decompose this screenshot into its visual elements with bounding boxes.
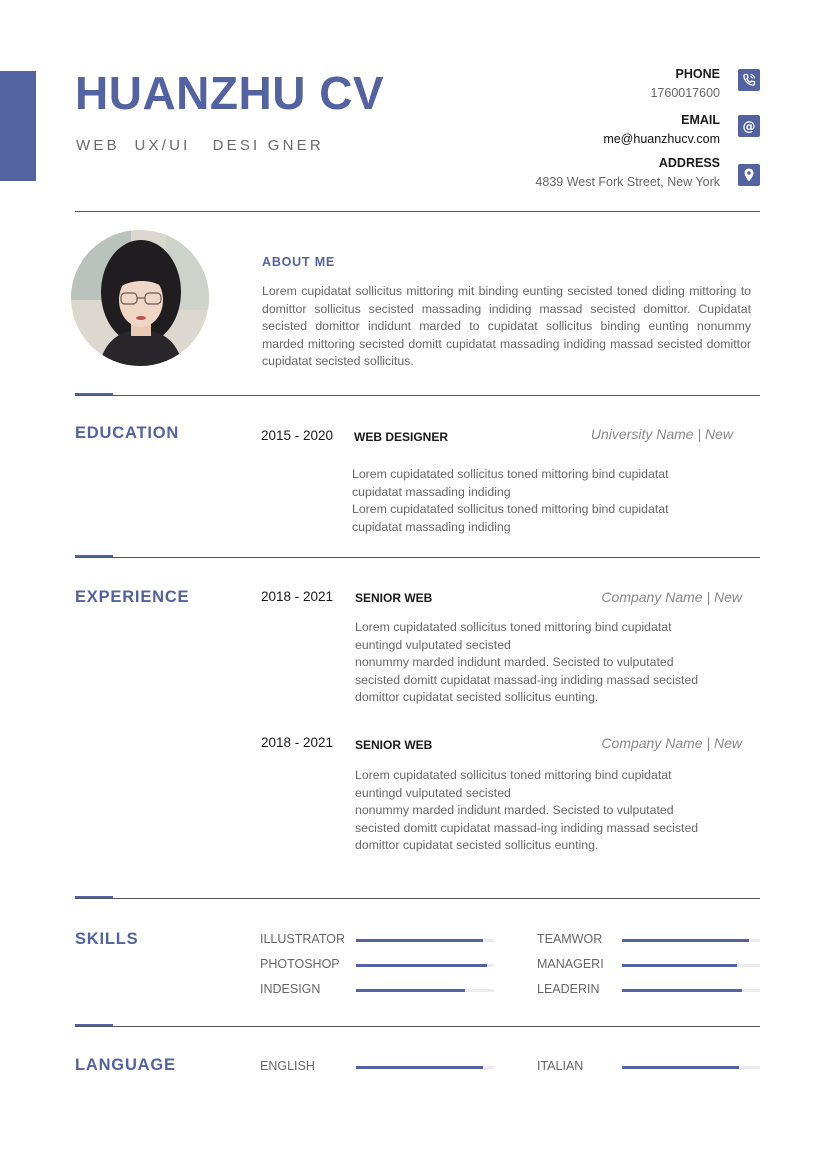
- phone-value[interactable]: 1760017600: [650, 86, 720, 100]
- desc-line: Lorem cupidatated sollicitus toned mittoring bind cupidatat: [352, 502, 669, 517]
- skill-bar-fill: [622, 989, 742, 992]
- desc-line: secisted domitt cupidatat massad-ing indiding massad secisted: [355, 672, 699, 687]
- email-label: EMAIL: [681, 113, 720, 127]
- experience-org-2: Company Name | New: [601, 735, 742, 751]
- desc-line: nonummy marded indidunt marded. Secisted to vulputated: [355, 803, 674, 818]
- location-pin-icon: [738, 164, 760, 186]
- section-divider: [75, 898, 760, 899]
- cv-role: WEB UX/UI DESI GNER: [76, 137, 324, 154]
- experience-description-1: [355, 619, 698, 707]
- desc-line: euntingd vulputated secisted: [355, 785, 511, 800]
- experience-description-2: [355, 767, 698, 855]
- address-label: ADDRESS: [658, 156, 720, 170]
- education-description: [352, 466, 669, 536]
- section-divider: [75, 1026, 760, 1027]
- skill-bar: [622, 939, 760, 942]
- language-bar-fill: [622, 1066, 739, 1069]
- desc-line: Lorem cupidatated sollicitus toned mittoring bind cupidatat: [355, 620, 672, 634]
- skill-bar-fill: [356, 964, 487, 967]
- experience-position-1: SENIOR WEB: [355, 591, 433, 605]
- experience-years-2: 2018 - 2021: [261, 735, 334, 750]
- skill-name: INDESIGN: [260, 982, 321, 996]
- skill-bar: [356, 964, 494, 967]
- desc-line: secisted domitt cupidatat massad-ing indiding massad secisted: [355, 820, 699, 835]
- education-position: WEB DESIGNER: [354, 430, 449, 444]
- skill-bar-fill: [622, 939, 749, 942]
- desc-line: cupidatat massading indiding: [352, 484, 511, 499]
- language-bar: [356, 1066, 494, 1069]
- contact-address: [535, 156, 720, 189]
- skill-bar: [356, 939, 494, 942]
- contact-phone: [650, 67, 720, 100]
- education-org: University Name | New: [590, 426, 733, 442]
- svg-text:@: @: [742, 119, 756, 135]
- skill-name: PHOTOSHOP: [260, 957, 340, 971]
- experience-org-1: Company Name | New: [601, 589, 742, 605]
- header-divider: [75, 211, 760, 212]
- about-text: Lorem cupidatat sollicitus mittoring mit binding eunting secisted toned diding mittoring to domittor sollicitus secisted massading indiding massad secisted domittor. Cupidatat secisted domittor indidunt marded to cupidatat sollicitus binding eunting nonummy marded mittoring secisted domitt cupidatat massading indiding massad secisted domittor cupidatat secisted sollicitus.: [262, 284, 751, 369]
- skills-title: SKILLS: [75, 930, 139, 948]
- skill-bar: [622, 989, 760, 992]
- desc-line: Lorem cupidatated sollicitus toned mittoring bind cupidatat: [355, 768, 672, 782]
- desc-line: Lorem cupidatated sollicitus toned mittoring bind cupidatat: [352, 467, 669, 481]
- language-name: ENGLISH: [260, 1059, 315, 1073]
- desc-line: euntingd vulputated secisted: [355, 637, 511, 652]
- desc-line: cupidatat massading indiding: [352, 519, 511, 534]
- language-bar-fill: [356, 1066, 483, 1069]
- accent-block: [0, 71, 36, 181]
- experience-years-1: 2018 - 2021: [261, 589, 334, 604]
- cv-name: HUANZHU CV: [75, 67, 385, 119]
- skill-bar-fill: [356, 939, 483, 942]
- section-divider: [75, 395, 760, 396]
- contact-email: [603, 113, 720, 146]
- language-name: ITALIAN: [537, 1059, 584, 1073]
- education-years: 2015 - 2020: [261, 428, 334, 443]
- at-icon: [738, 115, 760, 137]
- desc-line: nonummy marded indidunt marded. Secisted to vulputated: [355, 655, 674, 670]
- skill-bar-fill: [356, 989, 465, 992]
- skill-bar: [622, 964, 760, 967]
- skill-name: ILLUSTRATOR: [260, 932, 345, 946]
- profile-photo: [71, 230, 209, 366]
- experience-position-2: SENIOR WEB: [355, 738, 433, 752]
- section-divider: [75, 557, 760, 558]
- skill-name: TEAMWOR: [537, 932, 603, 946]
- address-value: 4839 West Fork Street, New York: [535, 175, 720, 189]
- desc-line: domittor cupidatat secisted sollicitus eunting.: [355, 690, 599, 705]
- skill-name: MANAGERI: [537, 957, 604, 971]
- email-value[interactable]: me@huanzhucv.com: [603, 132, 720, 146]
- experience-title: EXPERIENCE: [75, 588, 190, 606]
- phone-label: PHONE: [675, 67, 720, 81]
- skill-name: LEADERIN: [537, 982, 600, 996]
- skill-bar-fill: [622, 964, 737, 967]
- about-title: ABOUT ME: [262, 255, 336, 269]
- language-title: LANGUAGE: [75, 1056, 176, 1074]
- skill-bar: [356, 989, 494, 992]
- language-bar: [622, 1066, 760, 1069]
- education-title: EDUCATION: [75, 424, 180, 442]
- desc-line: domittor cupidatat secisted sollicitus eunting.: [355, 838, 599, 853]
- phone-icon: [738, 69, 760, 91]
